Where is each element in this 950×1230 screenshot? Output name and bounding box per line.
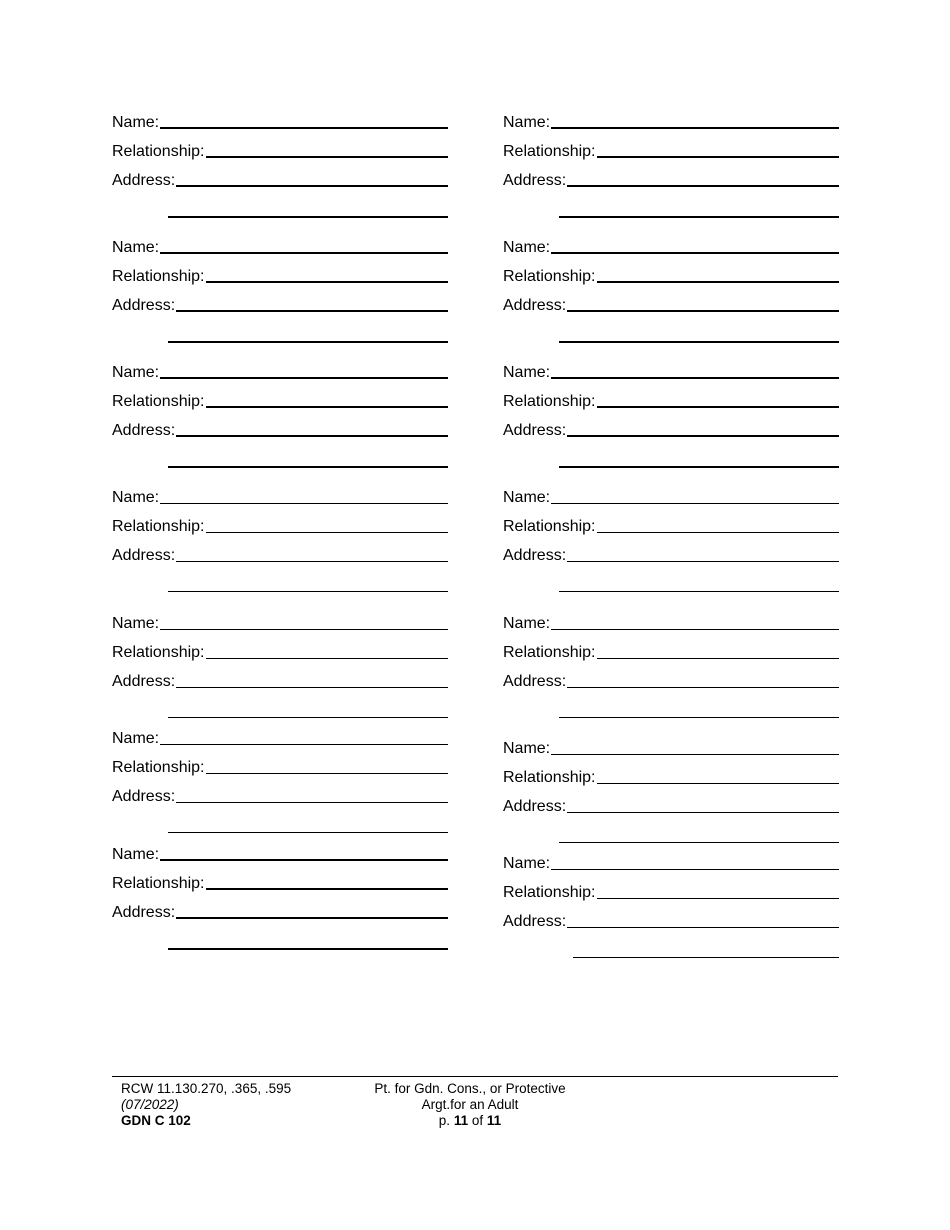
address-field[interactable] bbox=[176, 561, 448, 562]
name-label: Name: bbox=[503, 114, 551, 131]
address-field[interactable] bbox=[567, 310, 839, 312]
left-entry-3 bbox=[112, 362, 448, 467]
relationship-field[interactable] bbox=[206, 156, 449, 158]
page-current: 11 bbox=[453, 1113, 469, 1128]
name-label: Name: bbox=[112, 114, 160, 131]
address-label: Address: bbox=[112, 904, 176, 921]
name-field[interactable] bbox=[551, 754, 839, 755]
relationship-field[interactable] bbox=[597, 156, 840, 158]
relationship-label: Relationship: bbox=[112, 268, 205, 285]
relationship-row bbox=[503, 882, 839, 902]
address-row bbox=[112, 420, 448, 440]
name-row bbox=[112, 487, 448, 507]
name-field[interactable] bbox=[551, 503, 839, 504]
relationship-field[interactable] bbox=[206, 281, 449, 283]
address-label: Address: bbox=[112, 297, 176, 314]
relationship-label: Relationship: bbox=[503, 884, 596, 901]
relationship-row bbox=[503, 391, 839, 411]
address-label: Address: bbox=[112, 673, 176, 690]
relationship-field[interactable] bbox=[597, 783, 840, 784]
name-field[interactable] bbox=[160, 503, 448, 504]
relationship-row bbox=[112, 516, 448, 536]
footer-divider bbox=[112, 1076, 838, 1077]
left-entry-7 bbox=[112, 844, 448, 949]
name-label: Name: bbox=[112, 615, 160, 632]
relationship-field[interactable] bbox=[597, 281, 840, 283]
address-label: Address: bbox=[503, 422, 567, 439]
left-entry-2 bbox=[112, 237, 448, 342]
name-field[interactable] bbox=[551, 629, 839, 630]
relationship-label: Relationship: bbox=[112, 759, 205, 776]
form-number: GDN C 102 bbox=[121, 1113, 191, 1128]
address-continuation-field[interactable] bbox=[168, 466, 448, 468]
page-prefix: p. bbox=[438, 1113, 451, 1128]
right-entry-2 bbox=[503, 237, 839, 342]
address-label: Address: bbox=[503, 172, 567, 189]
name-label: Name: bbox=[112, 846, 160, 863]
relationship-field[interactable] bbox=[597, 658, 840, 659]
address-continuation-field[interactable] bbox=[168, 591, 448, 592]
name-row bbox=[503, 362, 839, 382]
name-field[interactable] bbox=[551, 127, 839, 129]
relationship-row bbox=[112, 391, 448, 411]
address-field[interactable] bbox=[176, 435, 448, 437]
name-field[interactable] bbox=[551, 252, 839, 254]
address-field[interactable] bbox=[567, 435, 839, 437]
address-row bbox=[503, 671, 839, 691]
name-row bbox=[503, 853, 839, 873]
address-continuation-field[interactable] bbox=[559, 717, 839, 718]
name-row bbox=[112, 613, 448, 633]
address-field[interactable] bbox=[176, 185, 448, 187]
address-row bbox=[503, 796, 839, 816]
address-continuation-field[interactable] bbox=[168, 948, 448, 950]
relationship-field[interactable] bbox=[597, 406, 840, 408]
address-row bbox=[112, 170, 448, 190]
relationship-label: Relationship: bbox=[112, 518, 205, 535]
relationship-row bbox=[112, 873, 448, 893]
page-of: of bbox=[471, 1113, 484, 1128]
relationship-row bbox=[503, 767, 839, 787]
name-label: Name: bbox=[503, 740, 551, 757]
relationship-row bbox=[112, 642, 448, 662]
relationship-row bbox=[112, 757, 448, 777]
name-field[interactable] bbox=[160, 377, 448, 379]
address-continuation-field[interactable] bbox=[559, 591, 839, 592]
relationship-row bbox=[503, 516, 839, 536]
relationship-label: Relationship: bbox=[112, 143, 205, 160]
address-field[interactable] bbox=[176, 917, 448, 919]
relationship-field[interactable] bbox=[597, 532, 840, 533]
statute-reference: RCW 11.130.270, .365, .595 bbox=[121, 1081, 292, 1096]
address-row bbox=[112, 671, 448, 691]
right-entry-4 bbox=[503, 487, 839, 592]
address-label: Address: bbox=[112, 172, 176, 189]
right-entry-1 bbox=[503, 112, 839, 217]
relationship-label: Relationship: bbox=[503, 644, 596, 661]
address-label: Address: bbox=[503, 297, 567, 314]
relationship-row bbox=[112, 141, 448, 161]
address-field[interactable] bbox=[567, 687, 839, 688]
address-field[interactable] bbox=[567, 185, 839, 187]
name-field[interactable] bbox=[160, 744, 448, 745]
address-row bbox=[503, 545, 839, 565]
relationship-row bbox=[503, 642, 839, 662]
address-label: Address: bbox=[112, 788, 176, 805]
name-field[interactable] bbox=[551, 377, 839, 379]
left-entry-4 bbox=[112, 487, 448, 592]
revision-date: (07/2022) bbox=[121, 1097, 179, 1112]
name-field[interactable] bbox=[160, 629, 448, 630]
relationship-label: Relationship: bbox=[112, 644, 205, 661]
address-row bbox=[503, 170, 839, 190]
address-label: Address: bbox=[503, 547, 567, 564]
left-entry-5 bbox=[112, 613, 448, 718]
address-continuation-field[interactable] bbox=[559, 466, 839, 468]
address-continuation-field[interactable] bbox=[573, 957, 839, 958]
address-label: Address: bbox=[503, 913, 567, 930]
address-field[interactable] bbox=[567, 927, 839, 928]
name-field[interactable] bbox=[551, 869, 839, 870]
name-label: Name: bbox=[112, 364, 160, 381]
name-row bbox=[503, 487, 839, 507]
relationship-label: Relationship: bbox=[503, 143, 596, 160]
address-label: Address: bbox=[112, 422, 176, 439]
relationship-label: Relationship: bbox=[112, 393, 205, 410]
relationship-field[interactable] bbox=[206, 406, 449, 408]
address-row bbox=[503, 911, 839, 931]
address-field[interactable] bbox=[567, 812, 839, 813]
page-total: 11 bbox=[486, 1113, 502, 1128]
footer-left bbox=[121, 1081, 291, 1129]
name-row bbox=[112, 112, 448, 132]
form-title-line1: Pt. for Gdn. Cons., or Protective bbox=[374, 1081, 566, 1096]
address-row bbox=[503, 295, 839, 315]
address-field[interactable] bbox=[567, 561, 839, 562]
right-entry-7 bbox=[503, 853, 839, 958]
address-row bbox=[112, 786, 448, 806]
address-field[interactable] bbox=[176, 802, 448, 803]
address-continuation-field[interactable] bbox=[559, 341, 839, 343]
relationship-label: Relationship: bbox=[112, 875, 205, 892]
name-row bbox=[503, 112, 839, 132]
name-field[interactable] bbox=[160, 127, 448, 129]
footer-center bbox=[340, 1081, 600, 1129]
left-entry-6 bbox=[112, 728, 448, 833]
name-row bbox=[112, 237, 448, 257]
address-continuation-field[interactable] bbox=[168, 832, 448, 833]
name-label: Name: bbox=[112, 730, 160, 747]
name-field[interactable] bbox=[160, 859, 448, 861]
name-row bbox=[112, 362, 448, 382]
address-row bbox=[112, 902, 448, 922]
relationship-label: Relationship: bbox=[503, 518, 596, 535]
relationship-label: Relationship: bbox=[503, 268, 596, 285]
relationship-label: Relationship: bbox=[503, 769, 596, 786]
address-continuation-field[interactable] bbox=[559, 842, 839, 843]
name-label: Name: bbox=[503, 615, 551, 632]
name-label: Name: bbox=[112, 239, 160, 256]
relationship-field[interactable] bbox=[206, 773, 449, 774]
form-title-line2: Argt.for an Adult bbox=[421, 1097, 519, 1112]
address-label: Address: bbox=[503, 798, 567, 815]
name-row bbox=[503, 738, 839, 758]
right-entry-3 bbox=[503, 362, 839, 467]
name-row bbox=[503, 613, 839, 633]
address-label: Address: bbox=[503, 673, 567, 690]
right-entry-6 bbox=[503, 738, 839, 843]
relationship-field[interactable] bbox=[597, 898, 840, 899]
address-field[interactable] bbox=[176, 687, 448, 688]
relationship-row bbox=[503, 141, 839, 161]
name-row bbox=[503, 237, 839, 257]
right-entry-5 bbox=[503, 613, 839, 718]
name-label: Name: bbox=[503, 855, 551, 872]
address-row bbox=[112, 295, 448, 315]
relationship-label: Relationship: bbox=[503, 393, 596, 410]
address-field[interactable] bbox=[176, 310, 448, 312]
name-row bbox=[112, 844, 448, 864]
left-entry-1 bbox=[112, 112, 448, 217]
page-indicator bbox=[340, 1113, 600, 1129]
name-label: Name: bbox=[503, 489, 551, 506]
relationship-field[interactable] bbox=[206, 658, 449, 659]
relationship-row bbox=[112, 266, 448, 286]
address-row bbox=[112, 545, 448, 565]
name-row bbox=[112, 728, 448, 748]
address-continuation-field[interactable] bbox=[168, 341, 448, 343]
name-label: Name: bbox=[112, 489, 160, 506]
address-label: Address: bbox=[112, 547, 176, 564]
address-continuation-field[interactable] bbox=[168, 216, 448, 218]
address-continuation-field[interactable] bbox=[168, 717, 448, 718]
address-continuation-field[interactable] bbox=[559, 216, 839, 218]
address-row bbox=[503, 420, 839, 440]
relationship-field[interactable] bbox=[206, 888, 449, 890]
name-label: Name: bbox=[503, 364, 551, 381]
relationship-row bbox=[503, 266, 839, 286]
name-label: Name: bbox=[503, 239, 551, 256]
name-field[interactable] bbox=[160, 252, 448, 254]
relationship-field[interactable] bbox=[206, 532, 449, 533]
